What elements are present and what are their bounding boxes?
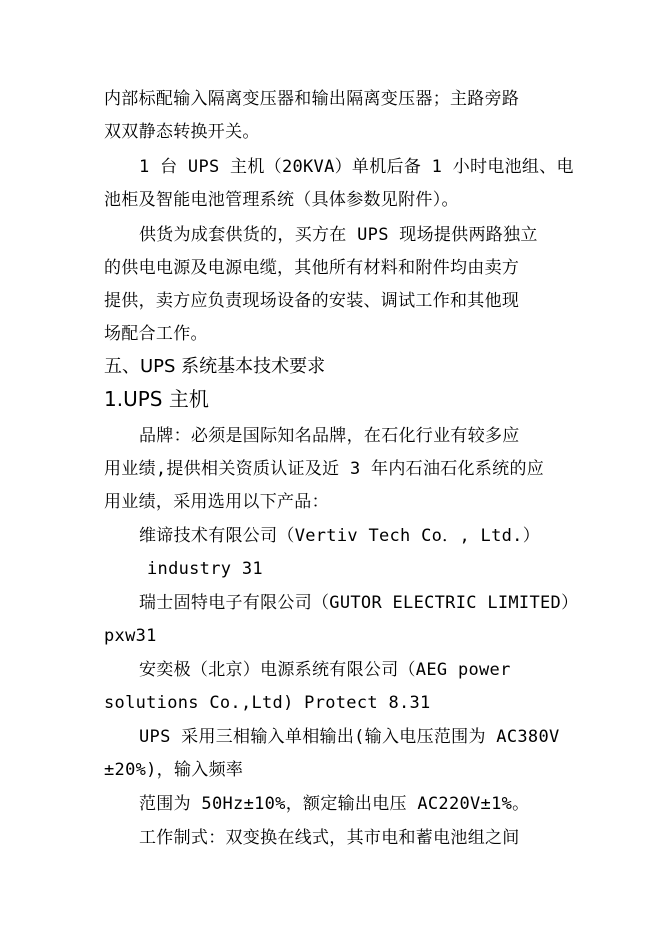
paragraph-5-line-2: ±20%)，输入频率 bbox=[104, 760, 244, 780]
vendor-1-model: industry 31 bbox=[147, 559, 263, 579]
paragraph-4-line-1: 品牌：必须是国际知名品牌，在石化行业有较多应 bbox=[139, 426, 520, 446]
paragraph-4-line-3: 用业绩，采用选用以下产品： bbox=[104, 492, 329, 512]
paragraph-6: 范围为 50Hz±10%，额定输出电压 AC220V±1%。 bbox=[139, 794, 530, 814]
vendor-2-model: pxw31 bbox=[104, 626, 157, 646]
vendor-3-model: solutions Co.,Ltd) Protect 8.31 bbox=[104, 693, 431, 713]
vendor-1-name: 维谛技术有限公司（Vertiv Tech Co．, Ltd.） bbox=[139, 526, 540, 546]
paragraph-3-line-4: 场配合工作。 bbox=[104, 324, 208, 344]
paragraph-2-line-2: 池柜及智能电池管理系统（具体参数见附件）。 bbox=[104, 190, 459, 210]
paragraph-3-line-1: 供货为成套供货的，买方在 UPS 现场提供两路独立 bbox=[139, 225, 538, 245]
paragraph-7: 工作制式：双变换在线式，其市电和蓄电池组之间 bbox=[139, 828, 520, 848]
vendor-2-name: 瑞士固特电子有限公司（GUTOR ELECTRIC LIMITED） bbox=[139, 593, 579, 613]
section-heading: 五、UPS 系统基本技术要求 bbox=[104, 356, 326, 377]
paragraph-5-line-1: UPS 采用三相输入单相输出(输入电压范围为 AC380V bbox=[139, 727, 560, 747]
paragraph-2-line-1: 1 台 UPS 主机（20KVA）单机后备 1 小时电池组、电 bbox=[139, 157, 574, 177]
paragraph-1-line-2: 双双静态转换开关。 bbox=[104, 122, 260, 142]
paragraph-3-line-3: 提供，卖方应负责现场设备的安装、调试工作和其他现 bbox=[104, 291, 520, 311]
vendor-3-name: 安奕极（北京）电源系统有限公司（AEG power bbox=[139, 660, 511, 680]
paragraph-1-line-1: 内部标配输入隔离变压器和输出隔离变压器；主路旁路 bbox=[104, 89, 520, 109]
subsection-heading: 1.UPS 主机 bbox=[104, 387, 209, 411]
paragraph-3-line-2: 的供电电源及电源电缆，其他所有材料和附件均由卖方 bbox=[104, 258, 520, 278]
paragraph-4-line-2: 用业绩,提供相关资质认证及近 3 年内石油石化系统的应 bbox=[104, 459, 545, 479]
